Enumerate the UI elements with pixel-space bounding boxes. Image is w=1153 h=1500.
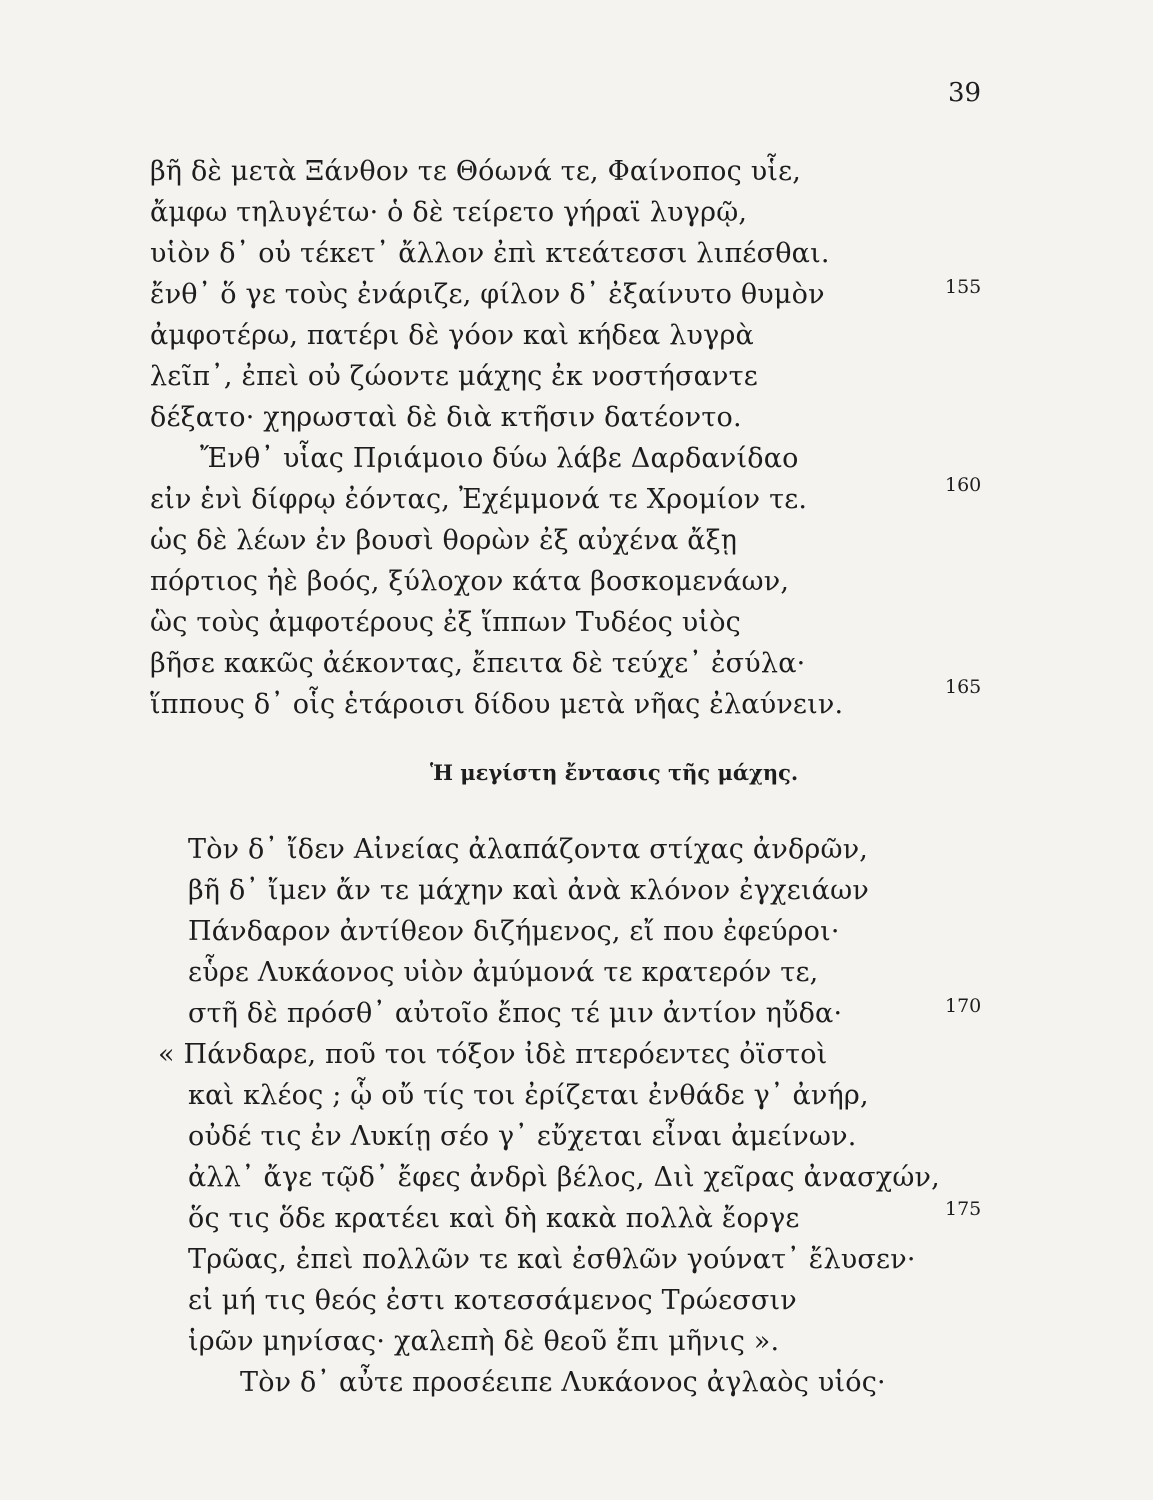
- verse-line: ἵππους δ᾽ οἷς ἑτάροισι δίδου μετὰ νῆας ἐλαύνειν.: [150, 689, 844, 720]
- line-number: 165: [945, 676, 982, 698]
- verse-line: ὣς τοὺς ἀμφοτέρους ἐξ ἵππων Τυδέος υἱὸς: [150, 607, 741, 638]
- verse-line: ὅς τις ὅδε κρατέει καὶ δὴ κακὰ πολλὰ ἔοργε: [188, 1203, 800, 1234]
- verse-line: Τρῶας, ἐπεὶ πολλῶν τε καὶ ἐσθλῶν γούνατ᾽ ἔλυσεν·: [188, 1244, 916, 1275]
- verse-line: Τὸν δ᾽ αὖτε προσέειπε Λυκάονος ἀγλαὸς υἱός·: [240, 1367, 886, 1398]
- verse-line: ὡς δὲ λέων ἐν βουσὶ θορὼν ἐξ αὐχένα ἄξῃ: [150, 525, 738, 556]
- verse-line: βῆ δ᾽ ἴμεν ἄν τε μάχην καὶ ἀνὰ κλόνον ἐγχειάων: [188, 875, 869, 906]
- verse-line: ἀμφοτέρω, πατέρι δὲ γόον καὶ κήδεα λυγρὰ: [150, 320, 754, 351]
- verse-line: Τὸν δ᾽ ἴδεν Αἰνείας ἀλαπάζοντα στίχας ἀνδρῶν,: [188, 834, 869, 865]
- verse-line: « Πάνδαρε, ποῦ τοι τόξον ἰδὲ πτερόεντες ὀϊστοὶ: [158, 1039, 828, 1070]
- line-number: 170: [945, 995, 982, 1017]
- verse-line: λεῖπ᾽, ἐπεὶ οὐ ζώοντε μάχης ἐκ νοστήσαντε: [150, 361, 758, 392]
- verse-line: εὗρε Λυκάονος υἱὸν ἀμύμονά τε κρατερόν τε,: [188, 957, 819, 988]
- line-number: 155: [945, 276, 982, 298]
- verse-line: βῆσε κακῶς ἀέκοντας, ἔπειτα δὲ τεύχε᾽ ἐσύλα·: [150, 648, 806, 679]
- verse-line: ἄμφω τηλυγέτω· ὁ δὲ τείρετο γήραϊ λυγρῷ,: [150, 197, 748, 228]
- verse-line: υἱὸν δ᾽ οὐ τέκετ᾽ ἄλλον ἐπὶ κτεάτεσσι λιπέσθαι.: [150, 238, 830, 269]
- verse-line: πόρτιος ἠὲ βοός, ξύλοχον κάτα βοσκομενάων,: [150, 566, 790, 597]
- verse-line: δέξατο· χηρωσταὶ δὲ διὰ κτῆσιν δατέοντο.: [150, 402, 742, 433]
- line-number: 175: [945, 1198, 982, 1220]
- verse-line: ἱρῶν μηνίσας· χαλεπὴ δὲ θεοῦ ἔπι μῆνις ».: [188, 1326, 780, 1357]
- verse-line: Πάνδαρον ἀντίθεον διζήμενος, εἴ που ἐφεύροι·: [188, 916, 840, 947]
- page-number: 39: [948, 78, 982, 108]
- verse-line: καὶ κλέος ; ᾧ οὔ τίς τοι ἐρίζεται ἐνθάδε γ᾽ ἀνήρ,: [188, 1080, 869, 1111]
- verse-line: ἀλλ᾽ ἄγε τῷδ᾽ ἔφες ἀνδρὶ βέλος, Διὶ χεῖρας ἀνασχών,: [188, 1162, 940, 1193]
- verse-line: οὐδέ τις ἐν Λυκίῃ σέο γ᾽ εὔχεται εἶναι ἀμείνων.: [188, 1121, 857, 1152]
- verse-line: εἰν ἑνὶ δίφρῳ ἐόντας, Ἐχέμμονά τε Χρομίον τε.: [150, 484, 808, 515]
- verse-line: στῆ δὲ πρόσθ᾽ αὐτοῖο ἔπος τέ μιν ἀντίον ηὔδα·: [188, 998, 843, 1029]
- verse-line: βῆ δὲ μετὰ Ξάνθον τε Θόωνά τε, Φαίνοπος υἷε,: [150, 156, 802, 187]
- verse-line: Ἔνθ᾽ υἷας Πριάμοιο δύω λάβε Δαρδανίδαο: [200, 443, 799, 474]
- verse-line: ἔνθ᾽ ὅ γε τοὺς ἐνάριζε, φίλον δ᾽ ἐξαίνυτο θυμὸν: [150, 279, 825, 310]
- section-heading: Ἡ μεγίστη ἔντασις τῆς μάχης.: [430, 760, 799, 785]
- verse-line: εἰ μή τις θεός ἐστι κοτεσσάμενος Τρώεσσιν: [188, 1285, 797, 1316]
- line-number: 160: [945, 474, 982, 496]
